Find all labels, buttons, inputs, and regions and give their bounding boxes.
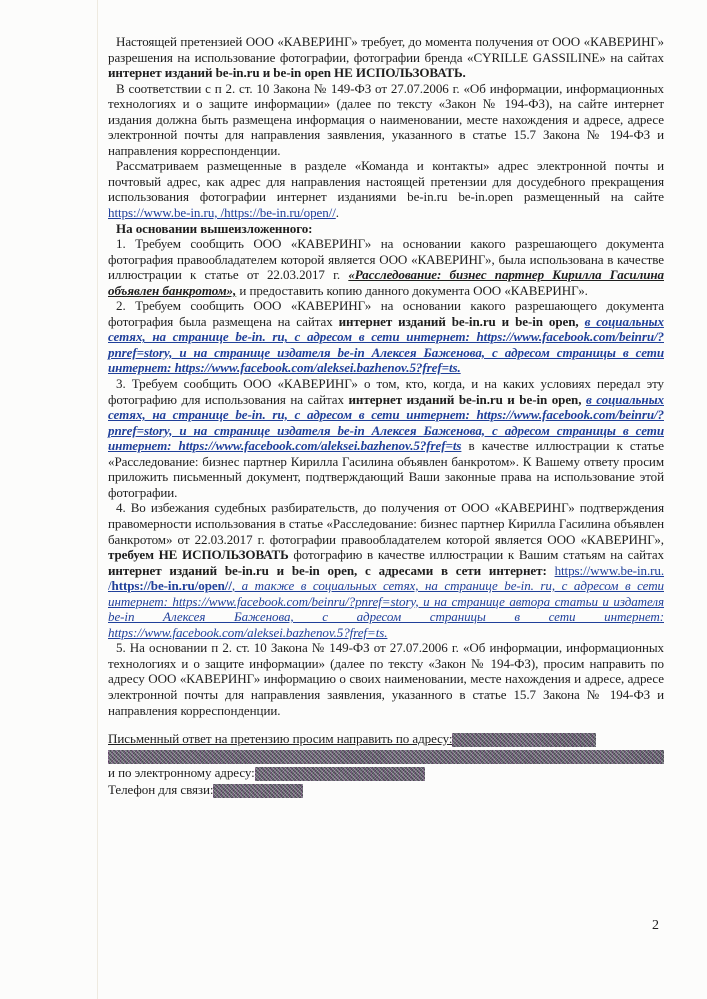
item-4-demand: требуем НЕ ИСПОЛЬЗОВАТЬ bbox=[108, 547, 289, 563]
item-4 bbox=[108, 500, 664, 640]
reply-address-continuation bbox=[108, 747, 664, 764]
item-2 bbox=[108, 298, 664, 376]
reply-details bbox=[108, 730, 664, 798]
site-link[interactable]: https://www.be-in.ru, /https://be-in.ru/open// bbox=[108, 205, 336, 221]
item-1 bbox=[108, 236, 664, 298]
article-title: «Расследование: бизнес партнер Кирилла Гасилина объявлен банкротом», bbox=[108, 267, 664, 298]
margin-line bbox=[97, 0, 98, 999]
paragraph-contacts bbox=[108, 158, 664, 220]
item-4-bold: интернет изданий be-in.ru и be-in open, с адресами в сети интернет: bbox=[108, 562, 547, 578]
item-2-bold: интернет изданий be-in.ru и be-in open, bbox=[338, 313, 585, 329]
intro-text: Настоящей претензией ООО «КАВЕРИНГ» требует, до момента получения от ООО «КАВЕРИНГ» разрешения на использование фотографии, фотографии бренда «CYRILLE GASSILINE» на сайтах bbox=[108, 34, 664, 65]
item-1-end: и предоставить копию данного документа ООО «КАВЕРИНГ». bbox=[236, 282, 588, 298]
item-3-bold: интернет изданий be-in.ru и be-in open, bbox=[348, 391, 586, 407]
item-2-social-links[interactable]: в социальных сетях, на странице be-in. ru, с адресом в сети интернет: https://www.facebook.com/beinru/?pnref=story, и на странице издателя be-in Алексея Баженова, с адресом страницы в сети интернет: https://www.facebook.com/aleksei.bazhenov.5?fref=ts. bbox=[108, 313, 664, 376]
paragraph-intro bbox=[108, 34, 664, 81]
item-4-text: 4. Во избежания судебных разбирательств, до получения от ООО «КАВЕРИНГ» подтверждения правомерности использования в статье «Расследование: бизнес партнер Кирилла Гасилина объявлен банкротом» от 22.03.2017 г. фотографии правообладателем которой является ООО «КАВЕРИНГ», bbox=[108, 500, 664, 547]
item-3-social-links[interactable]: в социальных сетях, на странице be-in. ru, с адресом в сети интернет: https://www.facebook.com/beinru/?pnref=story, и на странице издателя be-in Алексея Баженова, с адресом страницы в сети интернет: https://www.facebook.com/aleksei.bazhenov.5?fref=ts bbox=[108, 391, 664, 454]
reply-address-label: Письменный ответ на претензию просим направить по адресу: bbox=[108, 731, 453, 747]
intro-bold: интернет изданий be-in.ru и be-in open НЕ ИСПОЛЬЗОВАТЬ. bbox=[108, 65, 466, 81]
site-link-main[interactable]: https://www.be-in.ru. / bbox=[108, 562, 665, 594]
redacted-email bbox=[255, 767, 425, 781]
reply-phone-line bbox=[108, 781, 664, 798]
redacted-address bbox=[452, 733, 596, 747]
reply-email-line bbox=[108, 764, 664, 781]
item-2-text: 2. Требуем сообщить ООО «КАВЕРИНГ» на основании какого разрешающего документа фотография была размещена на сайтах bbox=[108, 298, 664, 329]
contacts-end: . bbox=[335, 205, 339, 221]
item-4-social-links[interactable]: , а также в социальных сетях, на странице be-in. ru, с адресом в сети интернет: https://www.facebook.com/beinru/?pnref=story, и на странице автора статьи и издателя be-in Алексея Баженова, с адресом страницы в сети интернет: https://www.facebook.com/aleksei.bazhenov.5?fref=ts. bbox=[108, 578, 664, 640]
item-4-mid: фотографию в качестве иллюстрации к Вашим статьям на сайтах bbox=[288, 547, 664, 563]
site-link-open[interactable]: https://be-in.ru/open// bbox=[111, 578, 232, 594]
redacted-address-2 bbox=[108, 750, 664, 764]
item-5: 5. На основании п 2. ст. 10 Закона № 149-ФЗ от 27.07.2006 г. «Об информации, информационных технологиях и о защите информации» (далее по тексту «Закон № 194-ФЗ), просим направить по адресу ООО «КАВЕРИНГ» информацию о своих наименовании, месте нахождения и адресе, адресе электронной почты для направления заявления, указанного в статье 15.7 Закона № 194-ФЗ и направления корреспонденции. bbox=[108, 640, 664, 718]
paragraph-law-reference: В соответствии с п 2. ст. 10 Закона № 149-ФЗ от 27.07.2006 г. «Об информации, информационных технологиях и о защите информации» (далее по тексту «Закон № 194-ФЗ), на сайте интернет издания должна быть размещена информация о наименовании, месте нахождения и адресе, адресе электронной почты для направления заявления, указанного в статье 15.7 Закона № 194-ФЗ и направления корреспонденции. bbox=[108, 80, 664, 158]
item-3-text: 3. Требуем сообщить ООО «КАВЕРИНГ» о том, кто, когда, и на каких условиях передал эту фотографию для использования на сайтах bbox=[108, 376, 664, 407]
item-1-text: 1. Требуем сообщить ООО «КАВЕРИНГ» на основании какого разрешающего документа фотография правообладателем которой является ООО «КАВЕРИНГ», была использована в качестве иллюстрации к статье от 22.03.2017 г. bbox=[108, 236, 664, 283]
redacted-phone bbox=[213, 784, 303, 798]
contacts-text: Рассматриваем размещенные в разделе «Команда и контакты» адрес электронной почты и почтовый адрес, как адрес для направления настоящей претензии для досудебного прекращения использования фотографии интернет изданиями be-in.ru be-in.open размещенный на сайте bbox=[108, 158, 664, 205]
reply-phone-label: Телефон для связи: bbox=[108, 782, 214, 798]
item-3 bbox=[108, 376, 664, 500]
reply-address-line bbox=[108, 730, 664, 747]
section-heading: На основании вышеизложенного: bbox=[116, 220, 313, 236]
letter-body bbox=[108, 34, 664, 798]
item-3-end: в качестве иллюстрации к статье «Расследование: бизнес партнер Кирилла Гасилина объявлен банкротом». К Вашему ответу просим приложить письменный документ, подтверждающий Ваши законные права на использование этой фотографии. bbox=[108, 438, 664, 500]
reply-email-label: и по электронному адресу: bbox=[108, 765, 255, 781]
page-number: 2 bbox=[652, 918, 659, 933]
